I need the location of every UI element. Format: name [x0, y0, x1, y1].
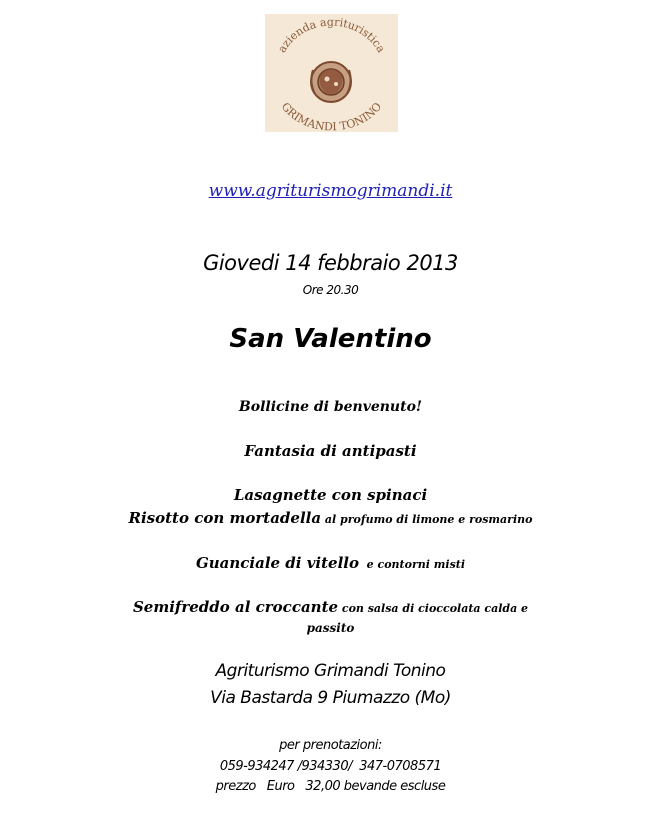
menu-dolce-main: Semifreddo al croccante — [132, 598, 339, 616]
menu-primo-2-main: Risotto con mortadella — [128, 509, 322, 527]
menu-secondo — [0, 554, 661, 572]
booking-price: prezzo Euro 32,00 bevande escluse — [215, 779, 446, 794]
menu-dolce-detail: con salsa di cioccolata calda e — [338, 602, 529, 615]
website-line — [0, 181, 661, 201]
seal-icon — [311, 62, 351, 102]
booking-label: per prenotazioni: — [279, 738, 382, 753]
address-street: Via Bastarda 9 Piumazzo (Mo) — [210, 688, 451, 708]
website-link[interactable]: www.agriturismogrimandi.it — [208, 181, 453, 201]
booking-phones: 059-934247 /934330/ 347-0708571 — [219, 759, 442, 774]
menu-secondo-main: Guanciale di vitello — [195, 554, 360, 572]
menu-dolce — [0, 598, 661, 616]
logo-top-text: azienda agrituristica — [275, 15, 388, 55]
logo-graphic — [265, 14, 398, 132]
event-time: Ore 20.30 — [302, 283, 359, 297]
event-date: Giovedi 14 febbraio 2013 — [203, 251, 458, 275]
event-title: San Valentino — [229, 324, 432, 354]
menu-secondo-detail: e contorni misti — [359, 558, 466, 571]
address-name: Agriturismo Grimandi Tonino — [215, 661, 446, 681]
menu-welcome: Bollicine di benvenuto! — [238, 399, 423, 415]
menu-primo-1: Lasagnette con spinaci — [233, 486, 428, 504]
farm-logo — [265, 14, 398, 132]
menu-antipasti: Fantasia di antipasti — [244, 442, 417, 460]
logo-bottom-text: GRIMANDI TONINO — [278, 100, 385, 132]
menu-dolce-detail-2: passito — [306, 621, 355, 635]
menu-primo-2-detail: al profumo di limone e rosmarino — [321, 513, 533, 526]
menu-primo-2 — [0, 509, 661, 527]
